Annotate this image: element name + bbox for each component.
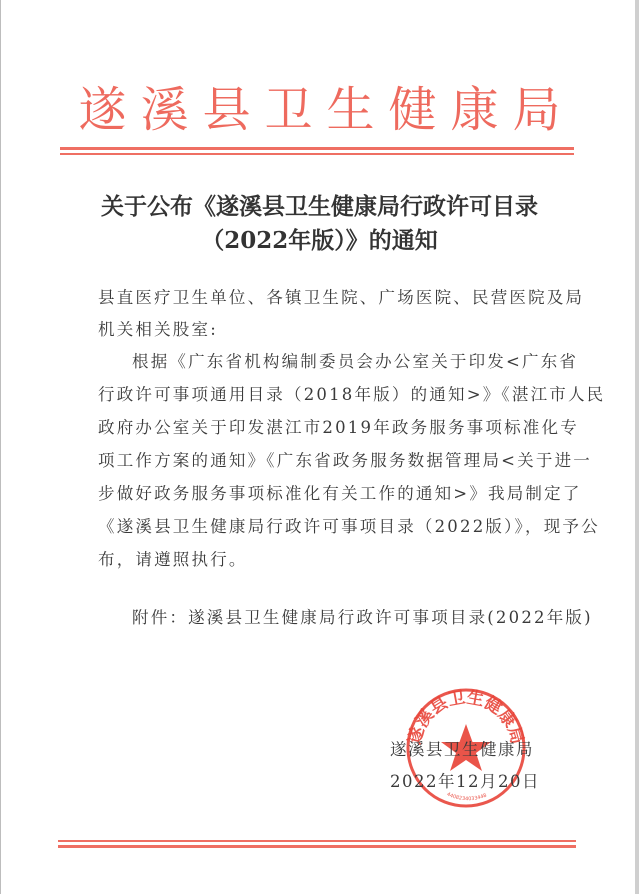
body-line: 项工作方案的通知》《广东省政务服务数据管理局<关于进一 — [98, 451, 592, 470]
document-title — [0, 190, 639, 258]
addressee-line: 机关相关股室: — [98, 320, 218, 339]
body-line: 步做好政务服务事项标准化有关工作的通知>》我局制定了 — [98, 484, 582, 503]
body-line: 布，请遵照执行。 — [98, 550, 248, 569]
footer-rule-thick — [58, 845, 576, 848]
footer-rule-thin — [58, 840, 576, 842]
body-line: 行政许可事项通用目录（2018年版）的通知>》《湛江市人民 — [98, 385, 606, 404]
signature-org: 遂溪县卫生健康局 — [390, 740, 534, 759]
body-line: 《遂溪县卫生健康局行政许可事项目录（2022版）》，现予公 — [98, 517, 600, 536]
attachment-line: 附件：遂溪县卫生健康局行政许可事项目录(2022年版) — [132, 608, 593, 627]
document-title-line1: 关于公布《遂溪县卫生健康局行政许可目录 — [101, 193, 538, 220]
body-line: 政府办公室关于印发湛江市2019年政务服务事项标准化专 — [98, 418, 579, 437]
letterhead-rule-thin — [60, 153, 574, 155]
svg-text:4408234033448: 4408234033448 — [445, 791, 488, 803]
svg-text:遂溪县卫生健康局: 遂溪县卫生健康局 — [404, 687, 528, 747]
letterhead-rule-thick — [60, 147, 574, 150]
signature-date: 2022年12月20日 — [390, 772, 540, 791]
body-line: 根据《广东省机构编制委员会办公室关于印发<广东省 — [132, 352, 579, 371]
document-title-line2: （2022年版）》的通知 — [201, 227, 438, 254]
addressee-line: 县直医疗卫生单位、各镇卫生院、广场医院、民营医院及局 — [98, 288, 585, 307]
letterhead-title: 遂溪县卫生健康局 — [78, 82, 575, 138]
